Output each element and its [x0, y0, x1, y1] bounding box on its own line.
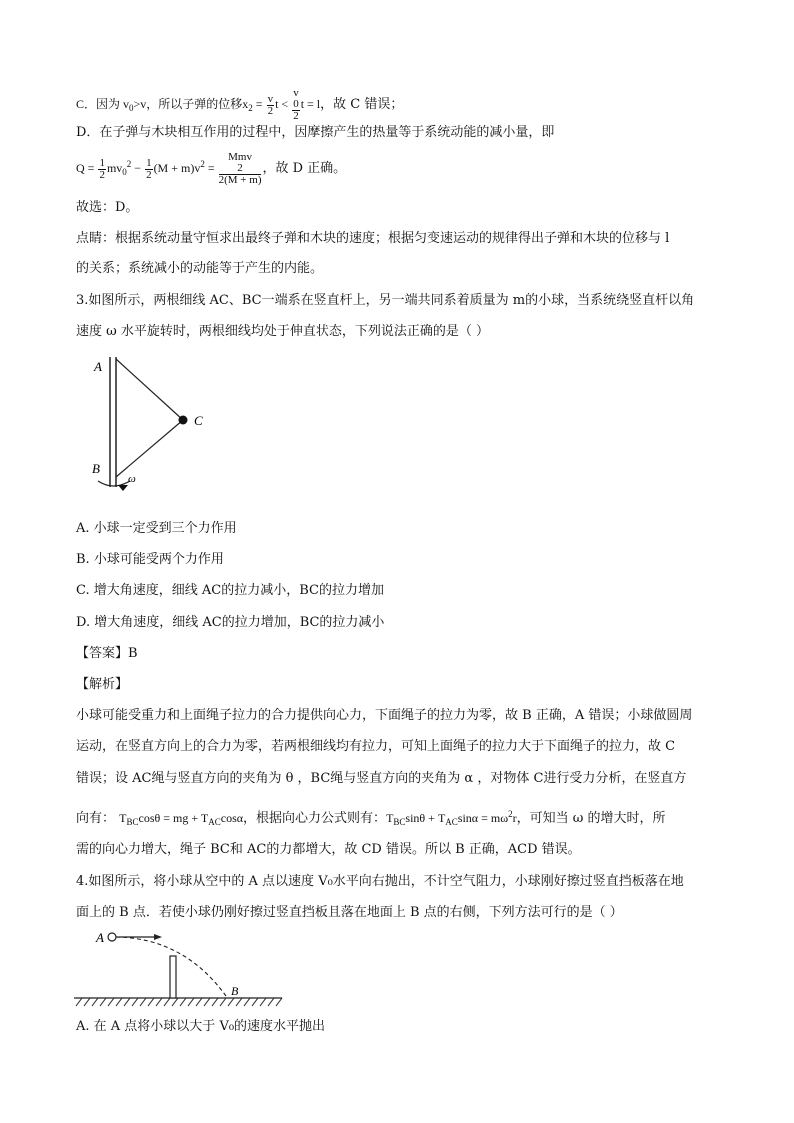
subscript: 0 — [122, 166, 127, 177]
string-bc — [116, 420, 183, 477]
q3-figure — [88, 355, 218, 495]
label-a: A — [96, 930, 104, 945]
fraction — [267, 94, 275, 117]
text: ，故 C 错误； — [320, 96, 404, 112]
text: r — [512, 811, 517, 825]
q3-line2: 速度 ω 水平旋转时，两根细线均处于伸直状态，下列说法正确的是（ ） — [76, 324, 489, 339]
analysis-line3: 错误；设 AC绳与竖直方向的夹角为 θ ，BC绳与竖直方向的夹角为 α ，对物体 C进行受力分析，在竖直方 — [76, 771, 687, 786]
text: T — [119, 811, 127, 825]
text: t < — [275, 96, 292, 111]
comment-line1: 点睛：根据系统动量守恒求出最终子弹和木块的速度；根据匀变速运动的规律得出子弹和木块的位移与 l — [76, 231, 670, 246]
q3-option-c: C. 增大角速度，细线 AC的拉力减小，BC的拉力增加 — [76, 583, 384, 598]
text: mv — [106, 160, 123, 175]
option-d-prev-formula — [76, 152, 346, 186]
text: Q = — [76, 160, 98, 175]
q3-line1: 3.如图所示，两根细线 AC、BC一端系在竖直杆上，另一端共同系着质量为 m的小球，当系统绕竖直杆以角 — [76, 293, 695, 308]
superscript: 2 — [508, 809, 513, 819]
ball — [179, 416, 188, 425]
q3-option-a: A. 小球一定受到三个力作用 — [76, 521, 237, 536]
numerator — [292, 88, 300, 111]
text: sinθ + T — [405, 811, 446, 825]
text: = — [252, 96, 266, 111]
ball-a — [108, 933, 116, 941]
answer-label: 【答案】B — [76, 646, 138, 661]
analysis-label: 【解析】 — [76, 677, 129, 692]
label-b: B — [92, 461, 100, 476]
subscript: 0 — [129, 102, 134, 113]
text: ，根据向心力公式则有： — [243, 811, 387, 826]
superscript: 2 — [237, 162, 243, 174]
text: (M + m)v — [153, 160, 201, 175]
numerator: 1 — [146, 156, 152, 169]
text: sinα = mω — [457, 811, 509, 825]
choose-line: 故选：D。 — [76, 200, 139, 215]
superscript: 2 — [200, 158, 205, 169]
label-c: C — [194, 413, 203, 428]
text: v — [293, 87, 299, 99]
formula-2 — [386, 811, 517, 825]
fraction — [292, 88, 300, 122]
fraction — [145, 158, 153, 181]
text: cosα — [220, 811, 244, 825]
analysis-line2: 运动，在竖直方向上的合力为零，若两根细线均有拉力，可知上面绳子的拉力大于下面绳子的拉力，故 C — [76, 739, 676, 754]
fraction — [98, 158, 106, 181]
text: − — [131, 160, 145, 175]
denominator: 2 — [99, 168, 105, 181]
option-c-prev — [76, 88, 403, 122]
text: >v，所以子弹的位移x — [133, 96, 249, 111]
label-a: A — [94, 359, 102, 374]
text: = — [204, 160, 218, 175]
numerator: 1 — [99, 156, 105, 169]
denominator: 2 — [146, 168, 152, 181]
q3-option-d: D. 增大角速度，细线 AC的拉力增加，BC的拉力减小 — [76, 615, 385, 630]
string-ac — [116, 359, 183, 420]
label-b: B — [231, 984, 239, 998]
text: T — [386, 811, 394, 825]
vertical-board — [170, 956, 176, 998]
analysis-last: 需的向心力增大，绳子 BC和 AC的力都增大，故 CD 错误。所以 B 正确，ACD 错误。 — [76, 842, 581, 857]
numerator — [219, 152, 262, 175]
subscript: AC — [445, 817, 458, 827]
comment-line2: 的关系；系统减小的动能等于产生的内能。 — [76, 261, 324, 276]
analysis-line1: 小球可能受重力和上面绳子拉力的合力提供向心力，下面绳子的拉力为零，故 B 正确，A 错误；小球做圆周 — [76, 708, 693, 723]
analysis-formula-line — [76, 805, 665, 831]
numerator: v — [267, 92, 274, 105]
q4-line1: 4.如图所示，将小球从空中的 A 点以速度 V₀水平向右抛出，不计空气阻力，小球刚好擦过竖直挡板落在地 — [76, 874, 684, 889]
text: t = l — [300, 96, 321, 111]
q4-line2: 面上的 B 点．若使小球仍刚好擦过竖直挡板且落在地面上 B 点的右侧，下列方法可行的是（ ） — [76, 905, 623, 920]
ground-hatching — [76, 998, 282, 1006]
subscript: BC — [393, 817, 406, 827]
q4-figure — [74, 926, 284, 1008]
label-omega: ω — [128, 473, 136, 485]
q3-option-b: B. 小球可能受两个力作用 — [76, 552, 224, 567]
text: ，故 D 正确。 — [262, 160, 347, 176]
text: ，可知当 ω 的增大时，所 — [516, 811, 666, 826]
subscript: 0 — [293, 98, 299, 110]
denominator: 2 — [293, 110, 299, 122]
velocity-arrow-head — [154, 934, 162, 940]
text: 向有： — [76, 811, 120, 826]
formula-1 — [119, 811, 243, 825]
superscript: 2 — [126, 158, 132, 169]
q4-option-a: A. 在 A 点将小球以大于 V₀的速度水平抛出 — [76, 1019, 326, 1034]
text: cosθ = mg + T — [138, 811, 209, 825]
text: Mmv — [228, 151, 252, 163]
subscript: BC — [126, 817, 139, 827]
option-d-prev-line1: D．在子弹与木块相互作用的过程中，因摩擦产生的热量等于系统动能的减小量，即 — [76, 125, 555, 140]
rotation-arrow-head — [118, 485, 128, 491]
subscript: 2 — [248, 102, 253, 113]
denominator: 2(M + m) — [218, 174, 262, 186]
denominator: 2 — [267, 104, 274, 117]
text: C．因为 v — [76, 96, 130, 111]
subscript: AC — [208, 817, 221, 827]
fraction — [219, 152, 262, 186]
